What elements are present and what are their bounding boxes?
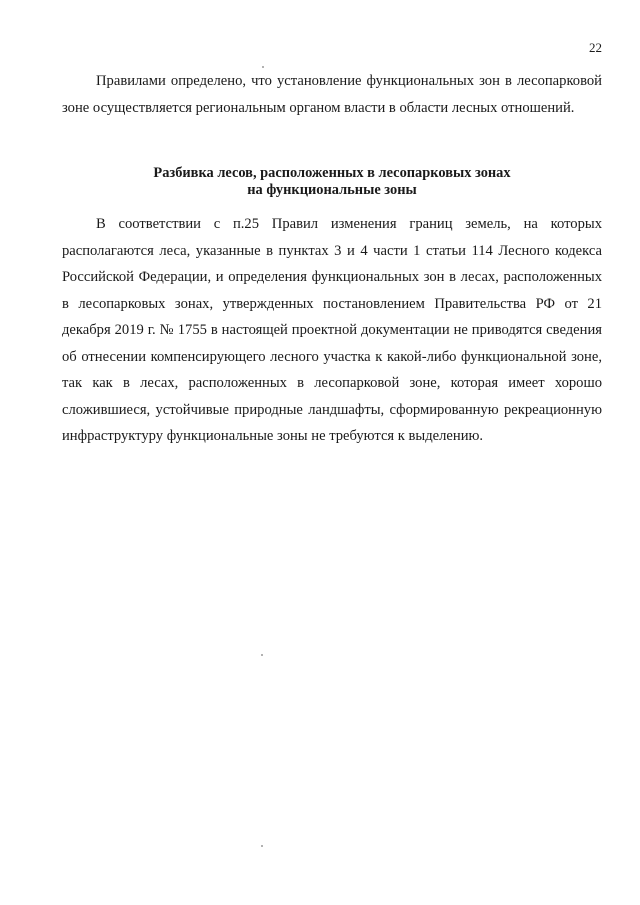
scan-speck <box>261 654 263 656</box>
paragraph-block-1 <box>62 68 602 121</box>
section-heading-line-1: Разбивка лесов, расположенных в лесопарковых зонах <box>153 165 511 181</box>
paragraph-block-2 <box>62 211 602 450</box>
paragraph-2: В соответствии с п.25 Правил изменения границ земель, на которых располагаются леса, указанные в пунктах 3 и 4 части 1 статьи 114 Лесного кодекса Российской Федерации, и определения функциональных зон в лесах, расположенных в лесопарковых зонах, утвержденных постановлением Правительства РФ от 21 декабря 2019 г. № 1755 в настоящей проектной документации не приводятся сведения об отнесении компенсирующего лесного участка к какой-либо функциональной зоне, так как в лесах, расположенных в лесопарковой зоне, которая имеет хорошо сложившиеся, устойчивые природные ландшафты, сформированную рекреационную инфраструктуру функциональные зоны не требуются к выделению. <box>62 216 602 444</box>
page-number: 22 <box>589 40 602 55</box>
paragraph-1: Правилами определено, что установление функциональных зон в лесопарковой зоне осуществляется региональным органом власти в области лесных отношений. <box>62 73 602 116</box>
section-heading-line-2: на функциональные зоны <box>247 182 417 198</box>
section-heading <box>62 165 602 199</box>
scan-speck <box>262 66 264 68</box>
scan-speck <box>261 845 263 847</box>
